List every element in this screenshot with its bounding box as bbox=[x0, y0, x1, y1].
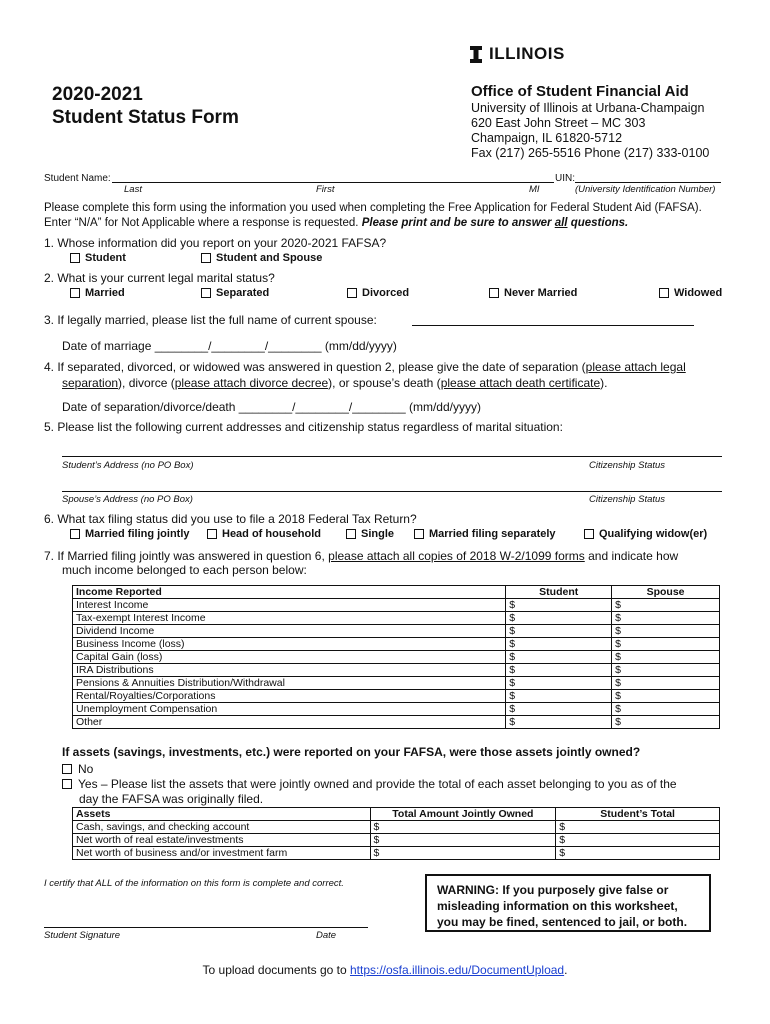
question-text: and indicate how bbox=[588, 549, 679, 563]
spouse-citizenship-hint: Citizenship Status bbox=[589, 494, 666, 505]
checkbox[interactable] bbox=[414, 529, 424, 539]
option-label: Married bbox=[85, 287, 125, 299]
table-row bbox=[73, 677, 720, 690]
column-header: Student bbox=[506, 586, 612, 599]
instructions-all: all bbox=[554, 217, 568, 229]
certification-text: I certify that ALL of the information on this form is complete and correct. bbox=[44, 878, 344, 889]
form-title: Student Status Form bbox=[52, 107, 239, 128]
student-amount-cell[interactable]: $ bbox=[506, 612, 612, 625]
checkbox[interactable] bbox=[584, 529, 594, 539]
uin-hint: (University Identification Number) bbox=[575, 184, 716, 195]
instructions-text: Enter “N/A” for Not Applicable where a response is requested. bbox=[44, 217, 359, 229]
assets-option-yes[interactable] bbox=[62, 777, 677, 791]
office-contact-line: Fax (217) 265-5516 Phone (217) 333-0100 bbox=[471, 146, 710, 160]
student-amount-cell[interactable]: $ bbox=[506, 690, 612, 703]
question-3: 3. If legally married, please list the full name of current spouse: bbox=[44, 313, 377, 327]
row-label: Rental/Royalties/Corporations bbox=[73, 690, 506, 703]
row-label: Capital Gain (loss) bbox=[73, 651, 506, 664]
joint-amount-cell[interactable]: $ bbox=[370, 834, 556, 847]
signature-field[interactable] bbox=[44, 927, 368, 928]
spouse-name-field[interactable] bbox=[412, 325, 694, 326]
question-text: ), or spouse’s death ( bbox=[328, 376, 441, 390]
option-label: Yes – Please list the assets that were jointly owned and provide the total of each asset belonging to you as of the bbox=[78, 777, 677, 791]
table-row bbox=[73, 612, 720, 625]
row-label: IRA Distributions bbox=[73, 664, 506, 677]
legal-separation-note: separation bbox=[62, 376, 119, 390]
option-label: Single bbox=[361, 528, 395, 540]
student-amount-cell[interactable]: $ bbox=[506, 599, 612, 612]
spouse-address-field[interactable] bbox=[62, 491, 722, 492]
upload-period: . bbox=[564, 963, 568, 977]
table-row bbox=[73, 625, 720, 638]
row-label: Tax-exempt Interest Income bbox=[73, 612, 506, 625]
table-row bbox=[73, 651, 720, 664]
income-table bbox=[72, 585, 720, 729]
student-amount-cell[interactable]: $ bbox=[506, 677, 612, 690]
first-name-hint: First bbox=[316, 184, 335, 195]
option-label: Student and Spouse bbox=[216, 252, 323, 264]
student-amount-cell[interactable]: $ bbox=[506, 651, 612, 664]
q6-option-qualifying-widow[interactable] bbox=[584, 528, 707, 540]
option-label: Never Married bbox=[504, 287, 578, 299]
q1-option-student[interactable] bbox=[70, 252, 126, 264]
office-address-line: University of Illinois at Urbana-Champaign bbox=[471, 101, 705, 115]
last-name-hint: Last bbox=[124, 184, 142, 195]
marriage-date-field[interactable]: Date of marriage ________/________/________ (mm/dd/yyyy) bbox=[62, 339, 397, 353]
table-row bbox=[73, 690, 720, 703]
checkbox[interactable] bbox=[70, 253, 80, 263]
row-label: Other bbox=[73, 716, 506, 729]
table-row bbox=[73, 664, 720, 677]
question-text: 7. If Married filing jointly was answered in question 6, bbox=[44, 549, 325, 563]
upload-text: To upload documents go to bbox=[202, 963, 347, 977]
student-amount-cell[interactable]: $ bbox=[506, 664, 612, 677]
assets-question: If assets (savings, investments, etc.) were reported on your FAFSA, were those assets jointly owned? bbox=[62, 745, 641, 759]
divorce-decree-note: please attach divorce decree bbox=[174, 376, 329, 390]
instructions bbox=[44, 201, 734, 231]
form-year: 2020-2021 bbox=[52, 84, 143, 105]
student-address-hint: Student’s Address (no PO Box) bbox=[62, 460, 194, 471]
checkbox[interactable] bbox=[70, 288, 80, 298]
uin-label: UIN: bbox=[555, 173, 575, 184]
spouse-amount-cell[interactable]: $ bbox=[612, 612, 720, 625]
table-header-row bbox=[73, 586, 720, 599]
student-name-label: Student Name: bbox=[44, 173, 111, 184]
date-label: Date bbox=[316, 930, 337, 941]
checkbox[interactable] bbox=[62, 764, 72, 774]
assets-yes-continued: day the FAFSA was originally filed. bbox=[79, 792, 264, 806]
q2-option-widowed[interactable] bbox=[659, 287, 722, 299]
row-label: Interest Income bbox=[73, 599, 506, 612]
spouse-amount-cell[interactable]: $ bbox=[612, 651, 720, 664]
office-address-line: 620 East John Street – MC 303 bbox=[471, 116, 646, 130]
table-row bbox=[73, 847, 720, 860]
checkbox[interactable] bbox=[207, 529, 217, 539]
q6-option-head-of-household[interactable] bbox=[207, 528, 321, 540]
row-label: Business Income (loss) bbox=[73, 638, 506, 651]
table-row bbox=[73, 716, 720, 729]
row-label: Cash, savings, and checking account bbox=[73, 821, 371, 834]
assets-table bbox=[72, 807, 720, 860]
block-i-icon bbox=[470, 46, 482, 63]
row-label: Unemployment Compensation bbox=[73, 703, 506, 716]
question-2: 2. What is your current legal marital status? bbox=[44, 271, 275, 285]
instructions-line bbox=[44, 216, 734, 231]
question-1: 1. Whose information did you report on your 2020-2021 FAFSA? bbox=[44, 236, 387, 250]
form-title-block bbox=[52, 83, 239, 129]
w2-forms-note: please attach all copies of 2018 W-2/1099 forms bbox=[328, 549, 585, 563]
legal-separation-note: please attach legal bbox=[585, 360, 686, 374]
mi-hint: MI bbox=[529, 184, 540, 195]
question-text: ). bbox=[600, 376, 608, 390]
option-label: Qualifying widow(er) bbox=[599, 528, 708, 540]
row-label: Net worth of real estate/investments bbox=[73, 834, 371, 847]
question-7 bbox=[44, 549, 734, 577]
death-certificate-note: please attach death certificate bbox=[440, 376, 601, 390]
q1-option-student-spouse[interactable] bbox=[201, 252, 322, 264]
column-header: Income Reported bbox=[73, 586, 506, 599]
separation-date-field[interactable]: Date of separation/divorce/death ________/________/________ (mm/dd/yyyy) bbox=[62, 400, 481, 414]
spouse-amount-cell[interactable]: $ bbox=[612, 677, 720, 690]
table-row bbox=[73, 599, 720, 612]
spouse-amount-cell[interactable]: $ bbox=[612, 703, 720, 716]
student-address-field[interactable] bbox=[62, 456, 722, 457]
student-amount-cell[interactable]: $ bbox=[506, 703, 612, 716]
q6-option-married-separately[interactable] bbox=[414, 528, 556, 540]
question-6: 6. What tax filing status did you use to file a 2018 Federal Tax Return? bbox=[44, 512, 417, 526]
checkbox[interactable] bbox=[346, 529, 356, 539]
checkbox[interactable] bbox=[347, 288, 357, 298]
option-label: Student bbox=[85, 252, 126, 264]
column-header: Assets bbox=[73, 808, 371, 821]
row-label: Dividend Income bbox=[73, 625, 506, 638]
instructions-emphasis: Please print and be sure to answer bbox=[361, 217, 552, 229]
checkbox[interactable] bbox=[659, 288, 669, 298]
column-header: Spouse bbox=[612, 586, 720, 599]
assets-option-no[interactable] bbox=[62, 762, 93, 776]
table-row bbox=[73, 638, 720, 651]
student-amount-cell[interactable]: $ bbox=[506, 638, 612, 651]
table-row bbox=[73, 703, 720, 716]
row-label: Net worth of business and/or investment farm bbox=[73, 847, 371, 860]
checkbox[interactable] bbox=[62, 779, 72, 789]
student-total-cell[interactable]: $ bbox=[556, 834, 720, 847]
table-row bbox=[73, 834, 720, 847]
question-text: 4. If separated, divorced, or widowed was answered in question 2, please give the date of separation ( bbox=[44, 360, 586, 374]
office-address bbox=[471, 101, 709, 161]
joint-amount-cell[interactable]: $ bbox=[370, 847, 556, 860]
uin-field[interactable] bbox=[575, 182, 721, 183]
q6-option-single[interactable] bbox=[346, 528, 394, 540]
instructions-line: Please complete this form using the information you used when completing the Free Application for Federal Student Aid (FAFSA). bbox=[44, 202, 702, 214]
question-text: much income belonged to each person below: bbox=[62, 563, 307, 577]
option-label: Widowed bbox=[674, 287, 723, 299]
option-label: Married filing jointly bbox=[85, 528, 190, 540]
row-label: Pensions & Annuities Distribution/Withdrawal bbox=[73, 677, 506, 690]
option-label: Head of household bbox=[222, 528, 321, 540]
q2-option-married[interactable] bbox=[70, 287, 125, 299]
student-total-cell[interactable]: $ bbox=[556, 821, 720, 834]
office-title: Office of Student Financial Aid bbox=[471, 83, 689, 100]
checkbox[interactable] bbox=[489, 288, 499, 298]
table-header-row bbox=[73, 808, 720, 821]
checkbox[interactable] bbox=[201, 288, 211, 298]
signature-label: Student Signature bbox=[44, 930, 121, 941]
q2-option-never-married[interactable] bbox=[489, 287, 577, 299]
spouse-amount-cell[interactable]: $ bbox=[612, 664, 720, 677]
spouse-amount-cell[interactable]: $ bbox=[612, 690, 720, 703]
illinois-logo bbox=[470, 44, 565, 64]
joint-amount-cell[interactable]: $ bbox=[370, 821, 556, 834]
question-4 bbox=[44, 359, 734, 391]
office-address-line: Champaign, IL 61820-5712 bbox=[471, 131, 623, 145]
q6-option-married-jointly[interactable] bbox=[70, 528, 190, 540]
question-5: 5. Please list the following current addresses and citizenship status regardless of marital situation: bbox=[44, 420, 563, 434]
student-total-cell[interactable]: $ bbox=[556, 847, 720, 860]
option-label: Married filing separately bbox=[429, 528, 556, 540]
option-label: No bbox=[78, 762, 94, 776]
q2-option-separated[interactable] bbox=[201, 287, 269, 299]
student-name-field[interactable] bbox=[112, 182, 554, 183]
checkbox[interactable] bbox=[70, 529, 80, 539]
student-amount-cell[interactable]: $ bbox=[506, 716, 612, 729]
option-label: Separated bbox=[216, 287, 270, 299]
upload-link[interactable]: https://osfa.illinois.edu/DocumentUpload bbox=[349, 963, 565, 977]
spouse-amount-cell[interactable]: $ bbox=[612, 638, 720, 651]
spouse-amount-cell[interactable]: $ bbox=[612, 599, 720, 612]
spouse-amount-cell[interactable]: $ bbox=[612, 625, 720, 638]
student-amount-cell[interactable]: $ bbox=[506, 625, 612, 638]
q2-option-divorced[interactable] bbox=[347, 287, 409, 299]
student-citizenship-hint: Citizenship Status bbox=[589, 460, 666, 471]
logo-text: ILLINOIS bbox=[489, 44, 565, 63]
column-header: Student’s Total bbox=[556, 808, 720, 821]
option-label: Divorced bbox=[362, 287, 410, 299]
spouse-address-hint: Spouse’s Address (no PO Box) bbox=[62, 494, 193, 505]
question-text: ), divorce ( bbox=[118, 376, 175, 390]
column-header: Total Amount Jointly Owned bbox=[370, 808, 556, 821]
upload-line bbox=[0, 963, 770, 977]
checkbox[interactable] bbox=[201, 253, 211, 263]
warning-box: WARNING: If you purposely give false or misleading information on this worksheet, you may be fined, sentenced to jail, or both. bbox=[425, 874, 711, 932]
instructions-emphasis: questions. bbox=[570, 217, 629, 229]
table-row bbox=[73, 821, 720, 834]
spouse-amount-cell[interactable]: $ bbox=[612, 716, 720, 729]
